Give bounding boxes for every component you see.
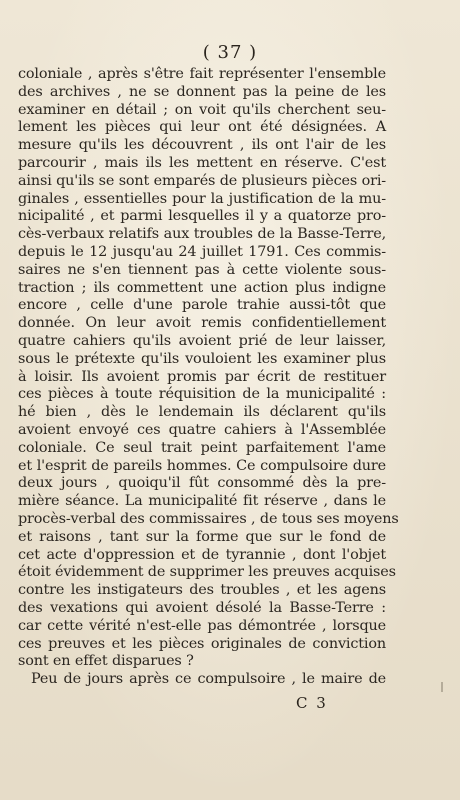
text-line: ces pièces à toute réquisition de la municipalité : [18, 386, 386, 403]
margin-blemish [441, 682, 443, 692]
text-line: examiner en détail ; on voit qu'ils cherchent seu- [18, 101, 386, 118]
text-line: saires ne s'en tiennent pas à cette violente sous- [18, 261, 386, 278]
text-line: ainsi qu'ils se sont emparés de plusieurs pièces ori- [18, 172, 386, 189]
text-line: cet acte d'oppression et de tyrannie , dont l'objet [18, 546, 386, 563]
body-text [18, 66, 399, 689]
text-line: contre les instigateurs des troubles , et les agens [18, 582, 386, 599]
text-line: cès-verbaux relatifs aux troubles de la Basse-Terre, [18, 226, 386, 243]
text-line: encore , celle d'une parole trahie aussi-tôt que [18, 297, 386, 314]
text-line-paragraph-start: Peu de jours après ce compulsoire , le maire de [31, 671, 386, 688]
text-line: nicipalité , et parmi lesquelles il y a quatorze pro- [18, 208, 386, 225]
text-line: mière séance. La municipalité fit réserve , dans le [18, 493, 386, 510]
text-line: car cette vérité n'est-elle pas démontrée , lorsque [18, 617, 386, 634]
text-line: à loisir. Ils avoient promis par écrit de restituer [18, 368, 386, 385]
text-line: procès-verbal des commissaires , de tous ses moyens [18, 510, 399, 527]
text-line-paragraph-end: sont en effet disparues ? [18, 653, 194, 670]
text-line: mesure qu'ils les découvrent , ils ont l'air de les [18, 137, 386, 154]
text-line: donnée. On leur avoit remis confidentiellement [18, 315, 386, 332]
page-number: ( 37 ) [202, 42, 258, 63]
text-line: lement les pièces qui leur ont été désignées. A [18, 119, 386, 136]
text-line: des vexations qui avoient désolé la Basse-Terre : [18, 599, 386, 616]
text-line: étoit évidemment de supprimer les preuves acquises [18, 564, 396, 581]
text-line: traction ; ils commettent une action plus indigne [18, 279, 386, 296]
text-line: parcourir , mais ils les mettent en réserve. C'est [18, 154, 386, 171]
signature-mark: C 3 [296, 694, 328, 712]
text-line: hé bien , dès le lendemain ils déclarent qu'ils [18, 404, 386, 421]
text-line: coloniale , après s'être fait représenter l'ensemble [18, 66, 386, 82]
text-line: ginales , essentielles pour la justification de la mu- [18, 190, 386, 207]
text-line: et raisons , tant sur la forme que sur le fond de [18, 528, 386, 545]
text-line: avoient envoyé ces quatre cahiers à l'Assemblée [18, 421, 386, 438]
text-line: et l'esprit de pareils hommes. Ce compulsoire dure [18, 457, 386, 474]
text-line: des archives , ne se donnent pas la peine de les [18, 83, 386, 100]
text-line: deux jours , quoiqu'il fût consommé dès la pre- [18, 475, 386, 492]
text-line: ces preuves et les pièces originales de conviction [18, 635, 386, 652]
text-line: quatre cahiers qu'ils avoient prié de leur laisser, [18, 332, 386, 349]
text-line: coloniale. Ce seul trait peint parfaitement l'ame [18, 439, 386, 456]
text-line: depuis le 12 jusqu'au 24 juillet 1791. Ces commis- [18, 243, 386, 260]
text-line: sous le prétexte qu'ils vouloient les examiner plus [18, 350, 386, 367]
